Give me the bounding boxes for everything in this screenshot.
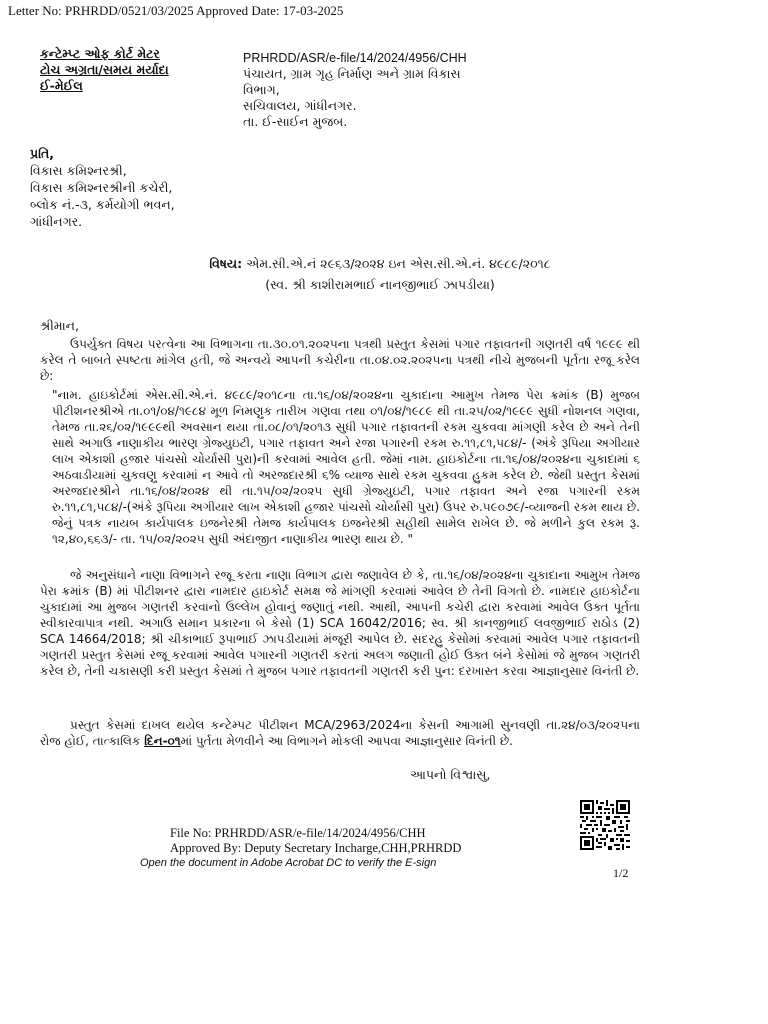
paragraph-2-text: જે અનુસંધાને નાણા વિભાગને રજૂ કરતા નાણા વિભાગ દ્વારા જણાવેલ છે કે, તા.૧૬/૦૪/૨૦૨૪ના ચુકાદાના આમુખ તેમજ પેરા ક્રમાંક (B) માં પીટીશનર દ્વારા નામદાર હાઇકોર્ટ સમક્ષ જે માંગણી કરવામાં આવેલ છે તેની વિગતો છે. નામદાર હાઇકોર્ટના ચુકાદામાં આ મુજબ ગણતરી કરવાનો ઉલ્લેખ હોવાનું જણાતું નથી. આથી, આપની કચેરી દ્વારા કરવામાં આવેલ ઉક્ત પૂર્તતા સ્વીકારવાપાત્ર નથી. અગાઉ સમાન પ્રકારના બે કેસો (1) SCA 16042/2016; સ્વ. શ્રી કાનજીભાઈ લવજીભાઈ રાઠોડ (2) SCA 14664/2018; શ્રી ચીકાભાઈ રૂપાભાઈ ઝાપડીયામાં મંજૂરી આપેલ છે. સદરહુ કેસોમાં કરવામાં આવેલ પગાર તફાવતની ગણતરી પ્રસ્તુત કેસમાં રજૂ કરવામાં આવેલ પગારની ગણતરી કરતાં અલગ જણાતી હોઈ ઉક્ત બંને કેસોમાં જે મુજબ ગણતરી કરેલ છે, તેની ચકાસણી કરી પ્રસ્તુત કેસમાં તે મુજબ પગાર તફાવતની ગણતરી કરી પુન: દરખાસ્ત કરવા આજ્ઞાનુસાર વિનંતી છે. (40, 568, 640, 678)
subject-line-2: (સ્વ. શ્રી કાશીરામભાઈ નાનજીભાઈ ઝાપડીયા) (265, 277, 495, 292)
paragraph-3-text: પ્રસ્તુત કેસમાં દાખલ થયેલ કન્ટેમ્પટ પીટીશન MCA/2963/2024ના કેસની આગામી સુનવણી તા.૨૪/૦૩/૨૦૨૫ના રોજ હોઈ, તાત્કાલિક (40, 718, 640, 748)
contempt-label: કન્ટેમ્પ્ટ ઓફ કોર્ટ મેટર (40, 46, 160, 61)
date-line: તા. ઈ-સાઈન મુજબ. (243, 114, 348, 129)
department-line: પંચાયત, ગ્રામ ગૃહ નિર્માણ અને ગ્રામ વિકાસ (243, 66, 461, 81)
quoted-text: "નામ. હાઇકોર્ટમાં એસ.સી.એ.નં. ૪૯૮૯/૨૦૧૮ના તા.૧૬/૦૪/૨૦૨૪ના ચુકાદાના આમુખ તેમજ પેરા ક્રમાંક (B) મુજબ પીટીશનરશ્રીએ તા.૦૧/૦૪/૧૯૮૪ મૂળ નિમણુક તારીખ ગણવા તથા ૦૧/૦૪/૧૯૮૯ થી તા.૨૫/૦૨/૧૯૯૯ સુધી નોશનલ ગણવા, તેમજ તા.૨૬/૦૨/૧૯૯૯થી અવસાન થયા તા.૦૮/૦૧/૨૦૧૩ સુધી પગાર તફાવતની રકમ ચુકવવા માંગણી કરેલ છે અને તેની સાથે અગાઉ નાણાકીય ભારણ ગ્રેજ્યુઇટી, પગાર તફાવત અને રજા પગારની રકમ રુ.૧૧,૮૧,૫૮૪/- (અંકે રૂપિયા અગીયાર લાખ એકાશી હજાર પાંચસો ચોર્યાસી પુરા)ની કરવામાં આવેલ હતી. જેમાં નામ. હાઇકોર્ટના તા.૧૬/૦૪/૨૦૨૪ના ચુકાદામાં ૬ અઠવાડીયામાં ચુકવણુ કરવામાં ન આવે તો અરજદારશ્રી ૬% વ્યાજ સાથે રકમ ચુકવવા હુકમ કરેલ છે. જેથી પ્રસ્તુત કેસમાં અરજદારશ્રીને તા.૧૬/૦૪/૨૦૨૪ થી તા.૧૫/૦૨/૨૦૨૫ સુધી ગ્રેજ્યુઇટી, પગાર તફાવત અને રજા પગારની રકમ રુ.૧૧,૮૧,૫૮૪/-(અંકે રૂપિયા અગીયાર લાખ એકાશી હજાર પાંચસો ચોર્યાસી પુરા) ઉપર રુ.૫૯૦૭૯/-વ્યાજની રકમ થાય છે. જેનું પત્રક નાયબ કાર્યપાલક ઇજનેરશ્રી તેમજ કાર્યપાલક ઇજનેરશ્રી સહીથી સામેલ રાખેલ છે. જે મળીને કુલ રકમ રૂ. ૧૨,૪૦,૬૬૩/- તા. ૧૫/૦૨/૨૦૨૫ સુધી અંદાજીત નાણાકીય ભારણ થાય છે. " (52, 388, 640, 546)
secretariat-line: સચિવાલય, ગાંધીનગર. (243, 98, 357, 113)
recipient-line: ગાંધીનગર. (30, 214, 83, 229)
email-label: ઈ-મેઈલ (40, 78, 83, 93)
paragraph-1-text: ઉપર્યુક્ત વિષય પરત્વેના આ વિભાગના તા.૩૦.૦૧.૨૦૨૫ના પત્રથી પ્રસ્તુત કેસમાં પગાર તફાવતની ગણતરી વર્ષ ૧૯૯૯ થી કરેલ તે બાબતે સ્પષ્ટતા માંગેલ હતી, જે અન્વયે આપની કચેરીના તા.૦૪.૦૨.૨૦૨૫ના પત્રથી નીચે મુજબની પૂર્તતા રજૂ કરેલ છે: (40, 337, 640, 383)
paragraph-3 (40, 717, 640, 749)
paragraph-1 (40, 336, 640, 384)
department-line-2: વિભાગ, (243, 82, 280, 97)
office-address (243, 50, 467, 130)
salutation: શ્રીમાન, (40, 318, 79, 333)
subject-label: વિષય: (209, 256, 243, 271)
recipient-address (30, 145, 175, 230)
recipient-line: વિકાસ કમિશ્નરશ્રી, (30, 163, 127, 178)
footer-file-no: File No: PRHRDD/ASR/e-file/14/2024/4956/CHH (170, 826, 426, 840)
priority-block (40, 46, 169, 94)
footer-approved-by: Approved By: Deputy Secretary Incharge,CHH,PRHRDD (170, 841, 462, 855)
priority-label: ટોચ અગ્રતા/સમય મર્યાદા (40, 62, 169, 77)
subject-line (60, 255, 700, 273)
signoff: આપનો વિશ્વાસુ, (410, 767, 491, 782)
qr-code-icon (580, 800, 630, 850)
paragraph-2 (40, 567, 640, 679)
to-label: પ્રતિ, (30, 146, 54, 161)
recipient-line: બ્લોક નં.-૩, કર્મયોગી ભવન, (30, 197, 175, 212)
file-reference: PRHRDD/ASR/e-file/14/2024/4956/CHH (243, 51, 467, 65)
footer-block (140, 826, 462, 871)
recipient-line: વિકાસ કમિશ્નરશ્રીની કચેરી, (30, 180, 173, 195)
page-number: 1/2 (613, 866, 629, 880)
subject-text: એમ.સી.એ.નં ૨૯૬૩/૨૦૨૪ ઇન એસ.સી.એ.નં. ૪૯૮૯/૨૦૧૮ (242, 256, 551, 271)
footer-verify-note: Open the document in Adobe Acrobat DC to verify the E-sign (140, 857, 437, 869)
deadline-emphasis: દિન-૦૧ (144, 734, 181, 748)
letter-header: Letter No: PRHRDD/0521/03/2025 Approved Date: 17-03-2025 (8, 3, 344, 18)
paragraph-3-text-end: માં પુર્તતા મેળવીને આ વિભાગને મોકલી આપવા આજ્ઞાનુસાર વિનંતી છે. (180, 734, 513, 748)
